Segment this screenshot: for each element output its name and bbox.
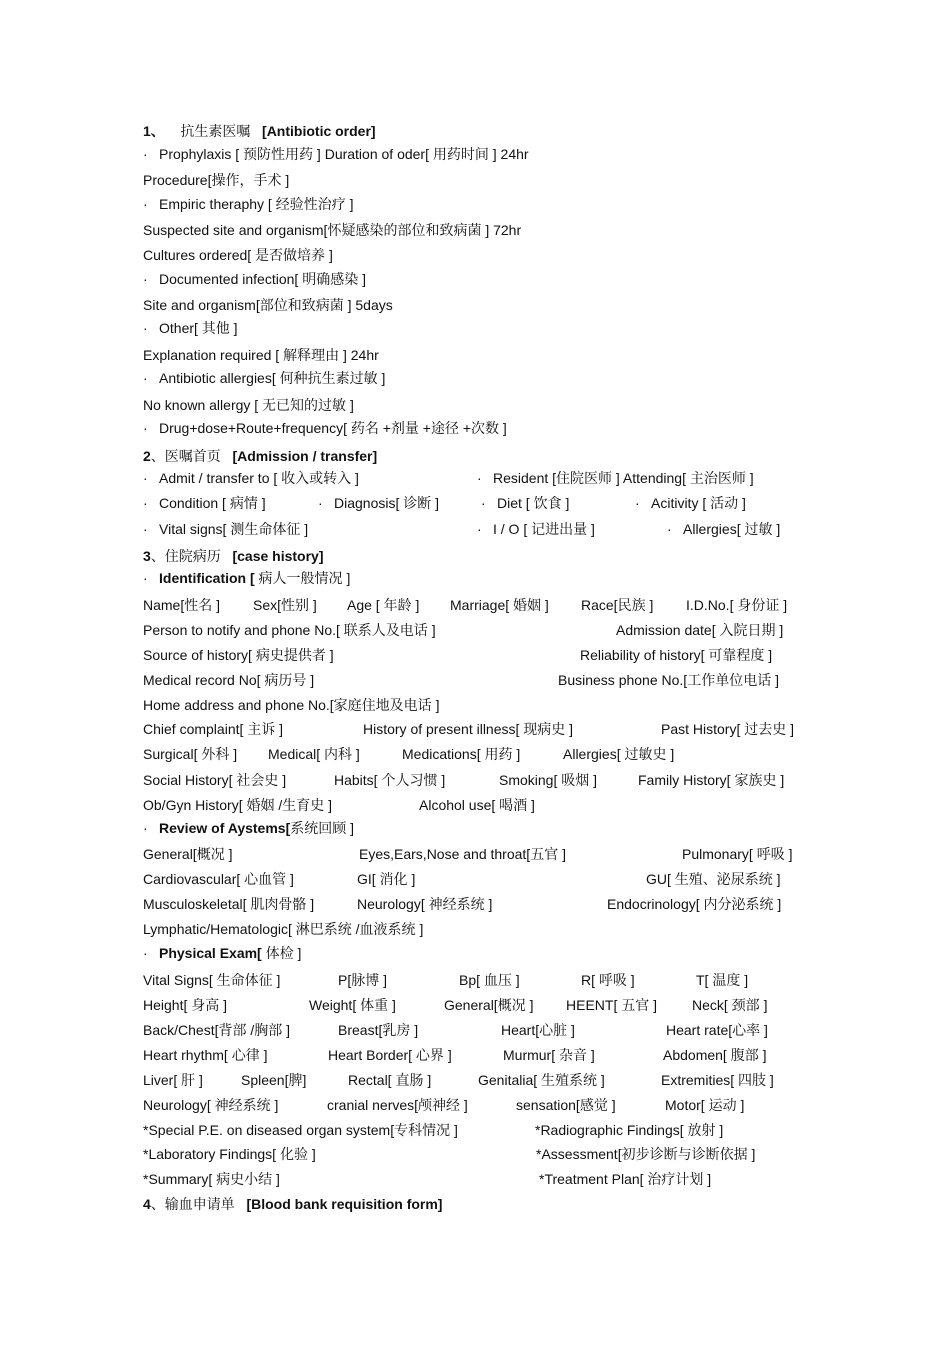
field-neuro-pe: Neurology[ 神经系统 ] <box>143 1097 279 1113</box>
list-item: · Admit / transfer to [ 收入或转入 ] <box>143 470 359 486</box>
field-admission-date: Admission date[ 入院日期 ] <box>616 622 784 638</box>
section-3-heading: 3、住院病历 [case history] <box>143 548 324 564</box>
field-murmur: Murmur[ 杂音 ] <box>503 1047 595 1063</box>
field-heent: HEENT[ 五官 ] <box>566 997 658 1013</box>
field-obgyn: Ob/Gyn History[ 婚姻 /生育史 ] <box>143 797 333 813</box>
field-general-pe: General[概况 ] <box>444 997 534 1013</box>
field-radio: *Radiographic Findings[ 放射 ] <box>535 1122 724 1138</box>
field-business-phone: Business phone No.[工作单位电话 ] <box>558 672 779 688</box>
field-p: P[脉博 ] <box>338 972 388 988</box>
field-surgical: Surgical[ 外科 ] <box>143 746 238 762</box>
list-item: · Vital signs[ 测生命体征 ] <box>143 521 309 537</box>
field-special: *Special P.E. on diseased organ system[专科情况 ] <box>143 1122 458 1138</box>
field-medical-record: Medical record No[ 病历号 ] <box>143 672 315 688</box>
list-item: · Condition [ 病情 ] <box>143 495 266 511</box>
field-alcohol: Alcohol use[ 喝酒 ] <box>419 797 535 813</box>
list-item: Site and organism[部位和致病菌 ] 5days <box>143 297 393 313</box>
field-past: Past History[ 过去史 ] <box>661 721 795 737</box>
field-bp: Bp[ 血压 ] <box>459 972 520 988</box>
field-height: Height[ 身高 ] <box>143 997 228 1013</box>
field-pulmonary: Pulmonary[ 呼吸 ] <box>682 846 793 862</box>
field-endo: Endocrinology[ 内分泌系统 ] <box>607 896 782 912</box>
list-item: · Allergies[ 过敏 ] <box>667 521 781 537</box>
field-age: Age [ 年龄 ] <box>347 597 420 613</box>
field-motor: Motor[ 运动 ] <box>665 1097 745 1113</box>
subheading-physical-exam: · Physical Exam[ 体检 ] <box>143 945 302 961</box>
field-border: Heart Border[ 心界 ] <box>328 1047 452 1063</box>
list-item: Cultures ordered[ 是否做培养 ] <box>143 247 333 263</box>
field-cardio: Cardiovascular[ 心血管 ] <box>143 871 294 887</box>
field-home: Home address and phone No.[家庭住地及电话 ] <box>143 697 440 713</box>
field-heart-rate: Heart rate[心率 ] <box>666 1022 768 1038</box>
field-id-no: I.D.No.[ 身份证 ] <box>686 597 788 613</box>
field-vs: Vital Signs[ 生命体征 ] <box>143 972 281 988</box>
field-gi: GI[ 消化 ] <box>357 871 416 887</box>
section-1-heading: 1、 抗生素医嘱 [Antibiotic order] <box>143 123 376 139</box>
list-item: · Diet [ 饮食 ] <box>481 495 570 511</box>
field-name: Name[性名 ] <box>143 597 221 613</box>
subheading-review: · Review of Aystems[系统回顾 ] <box>143 820 355 836</box>
field-breast: Breast[乳房 ] <box>338 1022 419 1038</box>
field-treatment: *Treatment Plan[ 治疗计划 ] <box>539 1171 712 1187</box>
section-2-heading: 2、医嘱首页 [Admission / transfer] <box>143 448 378 464</box>
field-smoking: Smoking[ 吸烟 ] <box>499 772 598 788</box>
field-gu: GU[ 生殖、泌尿系统 ] <box>646 871 781 887</box>
section-4-heading: 4、输血申请单 [Blood bank requisition form] <box>143 1196 443 1212</box>
field-abdomen: Abdomen[ 腹部 ] <box>663 1047 767 1063</box>
field-reliability: Reliability of history[ 可靠程度 ] <box>580 647 773 663</box>
field-t: T[ 温度 ] <box>696 972 749 988</box>
field-medical: Medical[ 内科 ] <box>268 746 360 762</box>
field-extremities: Extremities[ 四肢 ] <box>661 1072 774 1088</box>
list-item: No known allergy [ 无已知的过敏 ] <box>143 397 354 413</box>
field-notify: Person to notify and phone No.[ 联系人及电话 ] <box>143 622 436 638</box>
field-lymph: Lymphatic/Hematologic[ 淋巴系统 /血液系统 ] <box>143 921 424 937</box>
list-item: · Acitivity [ 活动 ] <box>635 495 746 511</box>
field-source: Source of history[ 病史提供者 ] <box>143 647 334 663</box>
field-family: Family History[ 家族史 ] <box>638 772 785 788</box>
field-social: Social History[ 社会史 ] <box>143 772 287 788</box>
list-item: · I / O [ 记进出量 ] <box>477 521 595 537</box>
list-item: Explanation required [ 解释理由 ] 24hr <box>143 347 379 363</box>
list-item: · Other[ 其他 ] <box>143 320 238 336</box>
field-lab: *Laboratory Findings[ 化验 ] <box>143 1146 316 1162</box>
field-habits: Habits[ 个人习惯 ] <box>334 772 446 788</box>
list-item: Procedure[操作，手术 ] <box>143 172 290 188</box>
field-heart: Heart[心脏 ] <box>501 1022 575 1038</box>
field-neuro: Neurology[ 神经系统 ] <box>357 896 493 912</box>
field-general: General[概况 ] <box>143 846 233 862</box>
field-cranial: cranial nerves[颅神经 ] <box>327 1097 468 1113</box>
list-item: Suspected site and organism[怀疑感染的部位和致病菌 ] 72hr <box>143 222 522 238</box>
field-sensation: sensation[感觉 ] <box>516 1097 616 1113</box>
field-musculo: Musculoskeletal[ 肌肉骨骼 ] <box>143 896 315 912</box>
field-medications: Medications[ 用药 ] <box>402 746 521 762</box>
field-rectal: Rectal[ 直肠 ] <box>348 1072 432 1088</box>
field-hpi: History of present illness[ 现病史 ] <box>363 721 574 737</box>
field-assessment: *Assessment[初步诊断与诊断依据 ] <box>536 1146 756 1162</box>
field-back: Back/Chest[背部 /胸部 ] <box>143 1022 291 1038</box>
field-eent: Eyes,Ears,Nose and throat[五官 ] <box>359 846 566 862</box>
list-item: · Prophylaxis [ 预防性用药 ] Duration of oder[ 用药时间 ] 24hr <box>143 146 529 162</box>
list-item: · Drug+dose+Route+frequency[ 药名 +剂量 +途径 +次数 ] <box>143 420 507 436</box>
field-marriage: Marriage[ 婚姻 ] <box>450 597 549 613</box>
subheading-identification: · Identification [ 病人一般情况 ] <box>143 570 351 586</box>
field-genitalia: Genitalia[ 生殖系统 ] <box>478 1072 605 1088</box>
list-item: · Resident [住院医师 ] Attending[ 主治医师 ] <box>477 470 754 486</box>
field-allergies: Allergies[ 过敏史 ] <box>563 746 675 762</box>
field-liver: Liver[ 肝 ] <box>143 1072 203 1088</box>
field-r: R[ 呼吸 ] <box>581 972 635 988</box>
field-race: Race[民族 ] <box>581 597 654 613</box>
field-weight: Weight[ 体重 ] <box>309 997 396 1013</box>
field-chief: Chief complaint[ 主诉 ] <box>143 721 284 737</box>
list-item: · Empiric theraphy [ 经验性治疗 ] <box>143 196 354 212</box>
field-neck: Neck[ 颈部 ] <box>692 997 768 1013</box>
field-summary: *Summary[ 病史小结 ] <box>143 1171 280 1187</box>
list-item: · Antibiotic allergies[ 何种抗生素过敏 ] <box>143 370 386 386</box>
field-spleen: Spleen[脾] <box>241 1072 307 1088</box>
field-rhythm: Heart rhythm[ 心律 ] <box>143 1047 268 1063</box>
field-sex: Sex[性别 ] <box>253 597 317 613</box>
list-item: · Diagnosis[ 诊断 ] <box>318 495 440 511</box>
list-item: · Documented infection[ 明确感染 ] <box>143 271 366 287</box>
